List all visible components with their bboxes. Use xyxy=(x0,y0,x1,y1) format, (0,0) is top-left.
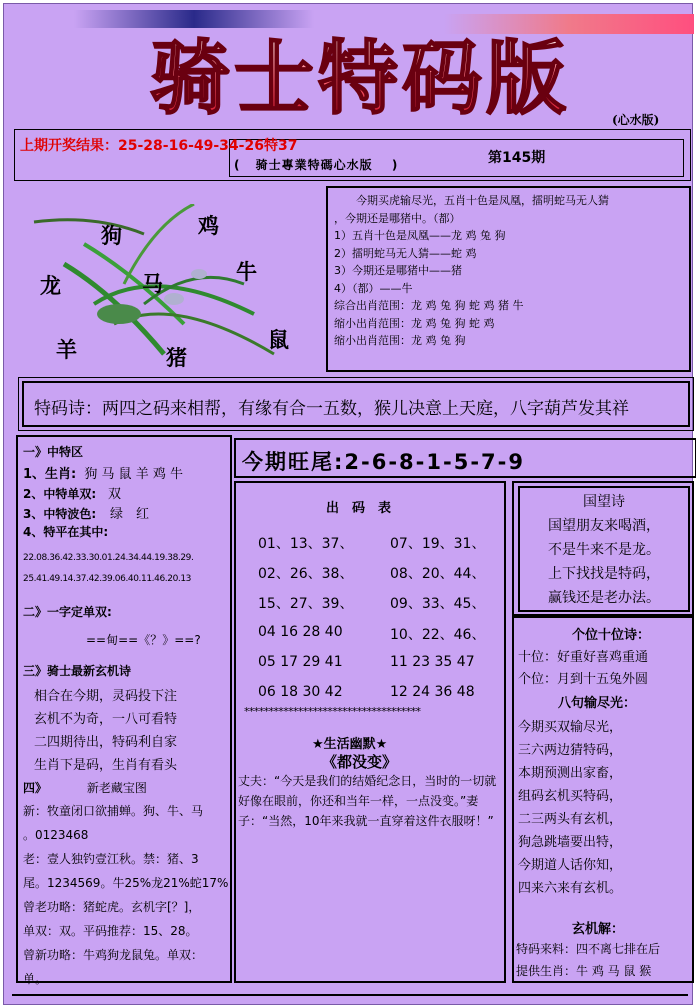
left-column xyxy=(16,435,232,986)
forecast-box xyxy=(326,186,691,372)
odd-even-value: 双 xyxy=(107,487,121,502)
ten-digit: 十位：好重好喜鸡重通 xyxy=(518,650,649,665)
forecast-line: 3）今期还是哪猪中——猪 xyxy=(334,264,462,277)
eight-line: 二三两头有玄机， xyxy=(518,812,623,827)
zodiac-dog: 狗 xyxy=(101,223,122,248)
mystery-line: 特码来料：四不离七排在后 xyxy=(516,942,661,956)
treasure-map-heading xyxy=(23,779,147,796)
number-cell: 15、27、39、 xyxy=(258,596,354,612)
map-line: 单双：双。平码推荐：15、28。 xyxy=(23,924,198,938)
page xyxy=(3,3,693,1005)
zodiac-horse: 马 xyxy=(142,271,163,296)
section-heading: 三》骑士最新玄机诗 xyxy=(23,664,132,678)
subtitle-open: ( xyxy=(234,158,241,172)
section-heading: 一》中特区 xyxy=(23,445,84,459)
zodiac-row xyxy=(23,463,183,482)
number-cell: 12 24 36 48 xyxy=(390,684,475,700)
number-cell: 04 16 28 40 xyxy=(258,624,343,640)
zodiac-rooster: 鸡 xyxy=(198,213,219,238)
country-poem-line: 上下找找是特码， xyxy=(548,566,660,582)
color-row xyxy=(23,503,149,522)
eight-line: 今期道人话你知， xyxy=(518,858,623,873)
issue-number: 第145期 xyxy=(488,150,546,166)
humor-text: 丈夫：“今天是我们的结婚纪念日，当时的一切就好像在眼前，你还和当年一样，一点没变。”妻子：“当然，10年来我就一直穿着这件衣服呀！” xyxy=(238,774,497,828)
country-poem-line: 国望朋友来喝酒， xyxy=(548,518,660,534)
forecast-line: 缩小出肖范围：龙 鸡 兔 狗 蛇 鸡 xyxy=(334,316,495,330)
zodiac-dragon: 龙 xyxy=(40,273,61,298)
map-line: 曾新功略：牛鸡狗龙鼠兔。单双： xyxy=(23,948,204,962)
right-column xyxy=(512,616,694,983)
middle-column xyxy=(234,481,506,983)
forecast-line: 1）五肖十色是凤凰——龙 鸡 兔 狗 xyxy=(334,229,506,242)
number-cell: 02、26、38、 xyxy=(258,566,354,582)
poem-line: 二四期待出，特码利自家 xyxy=(34,735,178,750)
tail-box xyxy=(234,438,696,478)
map-line: 曾老功略：猪蛇虎。玄机字[？]， xyxy=(23,900,201,914)
digit-poem-title: 个位十位诗： xyxy=(572,628,651,643)
eight-line: 组码玄机买特码， xyxy=(518,789,623,804)
humor-heading: ★生活幽默★ xyxy=(312,737,388,752)
number-cell: 06 18 30 42 xyxy=(258,684,343,700)
number-cell: 07、19、31、 xyxy=(390,536,486,552)
eight-lines-title: 八句输尽光： xyxy=(558,696,637,711)
section-number: 四》 xyxy=(23,781,48,795)
mystery-line: 提供生肖：牛 鸡 马 鼠 猴 xyxy=(516,964,652,978)
one-digit: 个位：月到十五兔外圆 xyxy=(518,672,649,687)
tail-numbers: 今期旺尾:2-6-8-1-5-7-9 xyxy=(242,450,525,474)
number-table-title: 出 码 表 xyxy=(326,501,392,516)
numbers-label: 4、特平在其中: xyxy=(23,525,109,539)
number-cell: 08、20、44、 xyxy=(390,566,486,582)
poem-line: 玄机不为奇，一八可看特 xyxy=(34,712,178,727)
map-line: 新：牧童闭口欲捕蝉。狗、牛、马 xyxy=(23,804,204,818)
country-poem-box xyxy=(518,486,690,612)
eight-line: 狗急跳墙要出特， xyxy=(518,835,623,850)
humor-title: 《都没变》 xyxy=(322,753,398,771)
eight-line: 本期预测出家畜， xyxy=(518,766,623,781)
numbers-line-1: 22.08.36.42.33.30.01.24.34.44.19.38.29. xyxy=(23,553,194,563)
edition-label: (心水版) xyxy=(612,113,660,127)
subtitle xyxy=(234,156,398,173)
map-line: 老：壹人独钓壹江秋。禁：猪、3 xyxy=(23,852,199,866)
zodiac-pig: 猪 xyxy=(166,345,187,370)
zodiac-label: 1、生肖: xyxy=(23,467,77,482)
country-poem-line: 不是牛来不是龙。 xyxy=(548,542,660,558)
page-title xyxy=(100,26,620,126)
map-line: 单。 xyxy=(23,972,48,986)
forecast-line: 综合出肖范围：龙 鸡 兔 狗 蛇 鸡 猪 牛 xyxy=(334,299,524,312)
bottom-rule xyxy=(12,994,688,996)
odd-even-label: 2、中特单双: xyxy=(23,487,97,501)
forecast-line: 缩小出肖范围：龙 鸡 兔 狗 xyxy=(334,334,466,347)
zodiac-value: 狗 马 鼠 羊 鸡 牛 xyxy=(84,467,184,482)
title-graphic xyxy=(100,26,620,126)
table-divider: ************************************ xyxy=(244,705,421,718)
subtitle-text: 骑士專業特碼心水版 xyxy=(255,158,373,172)
riddle: ==甸==《？》==? xyxy=(86,633,201,647)
subtitle-close: ) xyxy=(391,158,399,172)
color-label: 3、中特波色: xyxy=(23,507,97,521)
color-value: 绿 红 xyxy=(109,507,149,522)
eight-line: 三六两边猜特码， xyxy=(518,743,623,758)
title-text: 骑士特码版 xyxy=(150,31,570,125)
map-line: 。0123468 xyxy=(23,828,89,842)
section-heading: 二》一字定单双: xyxy=(23,605,112,619)
poem-bar xyxy=(22,381,690,427)
poem-line: 相合在今期，灵码投下注 xyxy=(34,689,178,704)
country-poem-title: 国望诗 xyxy=(583,494,625,510)
number-cell: 09、33、45、 xyxy=(390,596,486,612)
number-cell: 10、22、46、 xyxy=(390,627,486,643)
zodiac-ox: 牛 xyxy=(236,259,257,284)
odd-even-row xyxy=(23,483,121,502)
number-cell: 11 23 35 47 xyxy=(390,654,475,670)
map-line: 尾。1234569。牛25%龙21%蛇17% xyxy=(23,876,229,890)
zodiac-rat: 鼠 xyxy=(268,327,289,352)
numbers-line-2: 25.41.49.14.37.42.39.06.40.11.46.20.13 xyxy=(23,574,192,584)
last-result: 上期开奖结果：25-28-16-49-34-26特37 xyxy=(20,138,298,154)
mystery-title: 玄机解： xyxy=(572,922,625,937)
country-poem-line: 赢钱还是老办法。 xyxy=(548,590,660,606)
number-cell: 01、13、37、 xyxy=(258,536,354,552)
treasure-map-title: 新老藏宝图 xyxy=(86,781,147,795)
forecast-line: ，今期还是哪猪中。（都） xyxy=(334,211,461,225)
eight-line: 四来六来有玄机。 xyxy=(518,881,623,896)
forecast-line: 2）擂明蛇马无人猜——蛇 鸡 xyxy=(334,246,477,260)
number-cell: 05 17 29 41 xyxy=(258,654,343,670)
eight-line: 今期买双输尽光， xyxy=(518,720,623,735)
poem-line: 生肖下是码，生肖有看头 xyxy=(34,758,178,773)
forecast-line: 4）（都）——牛 xyxy=(334,281,413,295)
forecast-line: 今期买虎输尽光，五肖十色是凤凰，擂明蛇马无人猜 xyxy=(334,194,609,207)
special-poem: 特码诗：两四之码来相帮，有缘有合一五数，猴儿决意上天庭，八字葫芦发其祥 xyxy=(34,399,629,419)
zodiac-sheep: 羊 xyxy=(56,337,77,362)
